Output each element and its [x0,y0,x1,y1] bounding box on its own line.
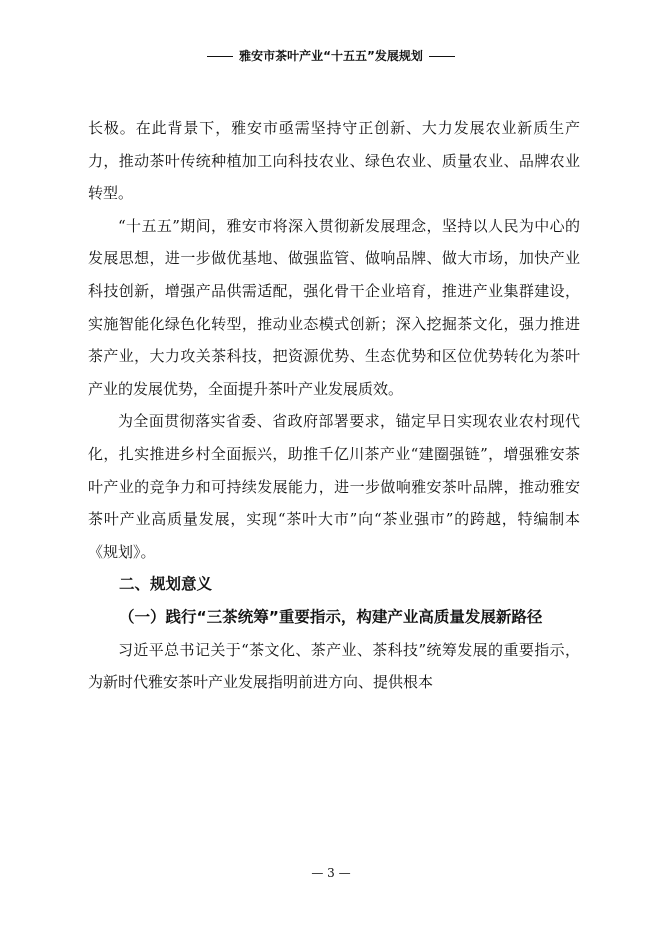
header-rule-right [429,56,455,57]
running-header [0,47,662,64]
header-title: 雅安市茶叶产业“十五五”发展规划 [239,49,423,63]
paragraph-fifteenth-plan-period: “十五五”期间，雅安市将深入贯彻新发展理念，坚持以人民为中心的发展思想，进一步做优基地、做强监管、做响品牌、做大市场，加快产业科技创新，增强产品供需适配，强化骨干企业培育，推进产业集群建设，实施智能化绿色化转型，推动业态模式创新；深入挖掘茶文化，强力推进茶产业，大力攻关茶科技，把资源优势、生态优势和区位优势转化为茶叶产业的发展优势，全面提升茶叶产业发展质效。 [88,216,580,398]
section-heading: 二、规划意义 [119,575,213,594]
paragraph-continuation: 长极。在此背景下，雅安市亟需坚持守正创新、大力发展农业新质生产力，推动茶叶传统种植加工向科技农业、绿色农业、质量农业、品牌农业转型。 [88,119,580,203]
body-text [88,112,580,699]
page-number: — 3 — [311,866,351,880]
paragraph-purpose: 为全面贯彻落实省委、省政府部署要求，锚定早日实现农业农村现代化，扎实推进乡村全面振兴，助推千亿川茶产业“建圈强链”，增强雅安茶叶产业的竞争力和可持续发展能力，进一步做响雅安茶叶品牌，推动雅安茶叶产业高质量发展，实现“茶叶大市”向“茶业强市”的跨越，特编制本《规划》。 [88,412,580,561]
header-rule-left [207,56,233,57]
subsection-heading: （一）践行“三茶统筹”重要指示，构建产业高质量发展新路径 [119,607,543,626]
paragraph-three-tea-instruction: 习近平总书记关于“茶文化、茶产业、茶科技”统筹发展的重要指示，为新时代雅安茶叶产业发展指明前进方向、提供根本 [88,640,580,692]
